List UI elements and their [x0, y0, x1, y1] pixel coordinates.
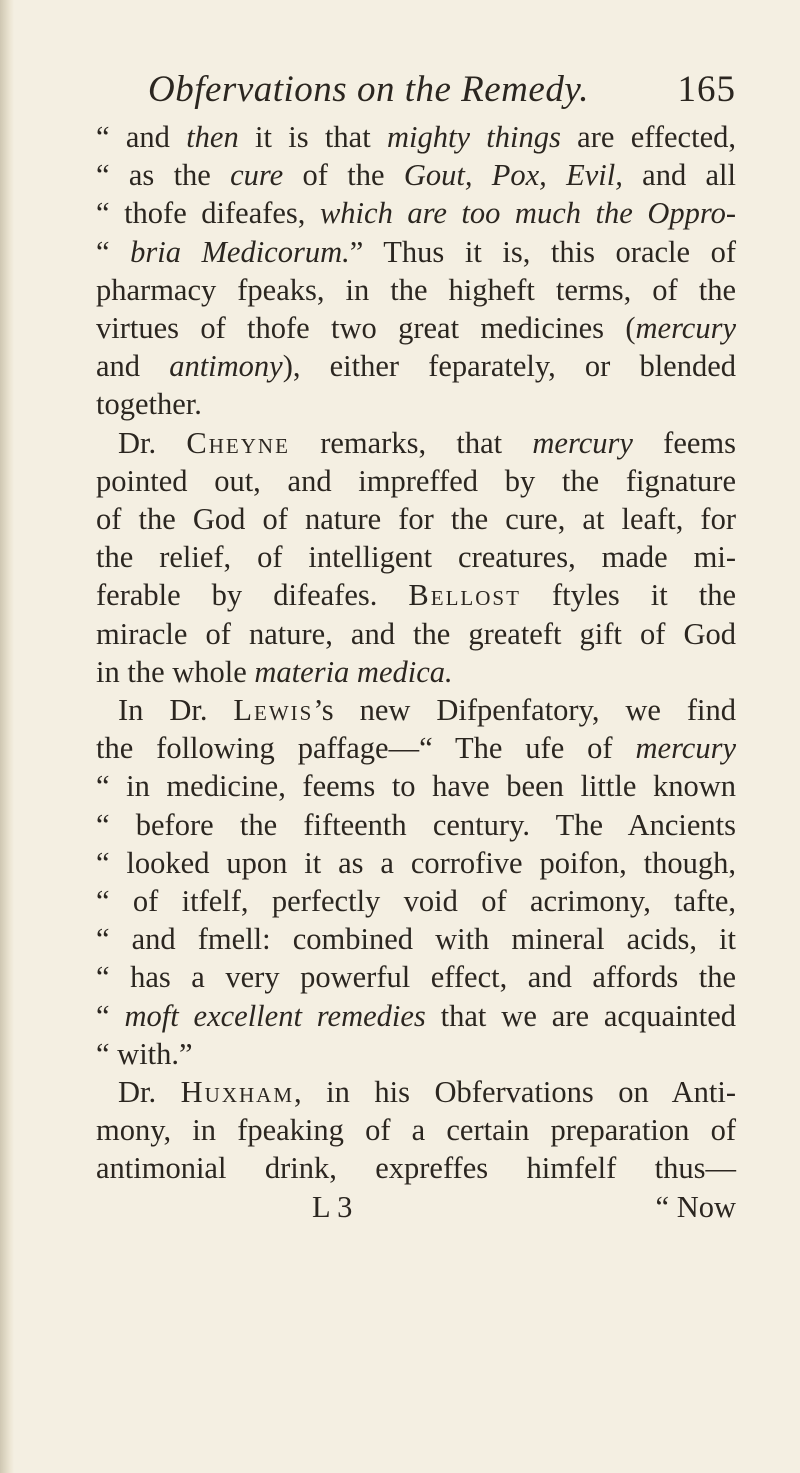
text-line: “ and then it is that mighty things are effected,: [96, 120, 736, 154]
text-line: ferable by difeafes. Bellost ftyles it the: [96, 578, 736, 613]
text-line: antimonial drink, expreffes himfelf thus—: [96, 1151, 736, 1186]
text-line: “ with.”: [96, 1036, 193, 1071]
text-line: together.: [96, 387, 202, 422]
page-number: 165: [677, 69, 736, 110]
text-line: and antimony), either feparately, or blended: [96, 349, 736, 384]
text-line: “ in medicine, feems to have been little known: [96, 769, 736, 804]
body-text: [96, 118, 736, 1188]
text-line: “ and fmell: combined with mineral acids, it: [96, 922, 736, 957]
text-line: of the God of nature for the cure, at leaft, for: [96, 502, 736, 537]
text-line: pointed out, and impreffed by the fignature: [96, 463, 736, 498]
text-line: “ thofe difeafes, which are too much the Oppro-: [96, 196, 736, 231]
text-line: miracle of nature, and the greateft gift of God: [96, 616, 736, 651]
text-line: in the whole materia medica.: [96, 654, 453, 689]
text-line: the relief, of intelligent creatures, made mi-: [96, 540, 736, 575]
text-line: “ bria Medicorum.” Thus it is, this oracle of: [96, 234, 736, 269]
text-line: “ has a very powerful effect, and affords the: [96, 960, 736, 995]
text-line: “ before the fifteenth century. The Ancients: [96, 807, 736, 842]
text-line: pharmacy fpeaks, in the higheft terms, of the: [96, 272, 736, 307]
book-page: [96, 68, 736, 1226]
signature-mark: L 3: [312, 1189, 353, 1224]
text-line: “ looked upon it as a corrofive poifon, though,: [96, 845, 736, 880]
text-line: the following paffage—“ The ufe of mercury: [96, 731, 736, 766]
text-line: “ moft excellent remedies that we are acquainted: [96, 998, 736, 1033]
text-line: Dr. Cheyne remarks, that mercury feems: [118, 425, 737, 460]
page-footer: [96, 1188, 736, 1226]
page-header: [96, 68, 736, 118]
binding-gutter: [0, 0, 14, 1473]
text-line: mony, in fpeaking of a certain preparation of: [96, 1113, 736, 1148]
text-line: Dr. Huxham, in his Obfervations on Anti-: [118, 1075, 737, 1110]
catchword: “ Now: [655, 1189, 736, 1224]
running-title: Obfervations on the Remedy.: [148, 69, 589, 110]
text-line: virtues of thofe two great medicines (mercury: [96, 311, 736, 346]
text-line: “ of itfelf, perfectly void of acrimony, tafte,: [96, 884, 736, 919]
text-line: “ as the cure of the Gout, Pox, Evil, and all: [96, 158, 736, 193]
text-line: In Dr. Lewis’s new Difpenfatory, we find: [118, 693, 736, 728]
